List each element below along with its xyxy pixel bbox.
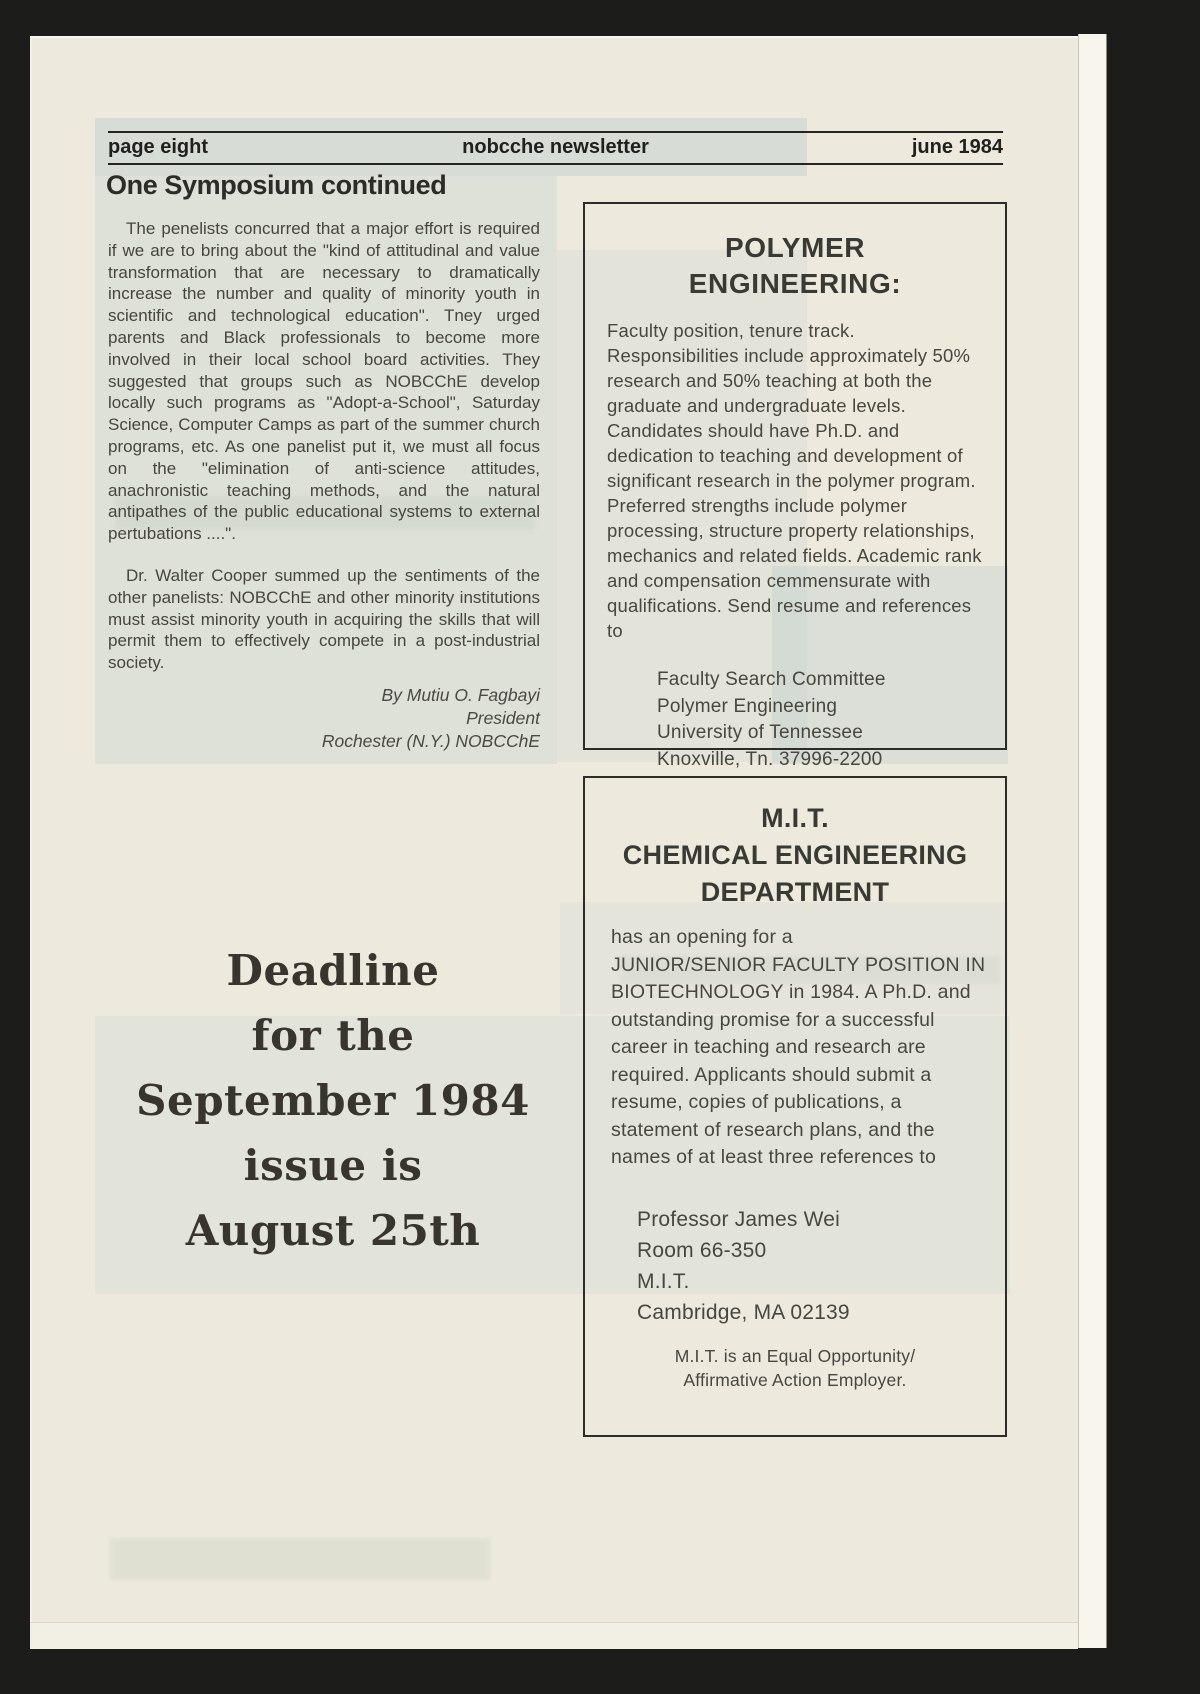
article-title: One Symposium continued [106, 170, 447, 200]
ad-address-line: Knoxville, Tn. 37996-2200 [657, 748, 883, 770]
ad-title-line: DEPARTMENT [700, 877, 890, 907]
deadline-line: issue is [243, 1141, 423, 1190]
byline-chapter: Rochester (N.Y.) NOBCChE [321, 731, 540, 751]
ad-address-line: Room 66-350 [637, 1238, 767, 1262]
ad-address-line: Cambridge, MA 02139 [637, 1300, 850, 1324]
ad-body-text [611, 924, 989, 1172]
deadline-line: for the [251, 1011, 415, 1060]
ad-address-line: Faculty Search Committee [657, 669, 886, 690]
ad-title-line: CHEMICAL ENGINEERING [622, 840, 968, 870]
ad-address-line: M.I.T. [637, 1269, 690, 1293]
ad-body-main: JUNIOR/SENIOR FACULTY POSITION IN BIOTECHNOLOGY in 1984. A Ph.D. and outstanding promise for a successful career in teaching and research are required. Applicants should submit a resume, copies of publications, a statement of research plans, and the names of at least three references to [611, 953, 986, 1168]
newsletter-title: nobcche newsletter [462, 136, 649, 158]
page-number-label: page eight [108, 136, 209, 158]
ad-title-line: ENGINEERING: [688, 268, 902, 299]
header-top-rule [108, 131, 1003, 133]
ad-body-text: Faculty position, tenure track. Responsibilities include approximately 50% research and 50% teaching at both the graduate and undergraduate levels. Candidates should have Ph.D. and dedication to teaching and development of significant research in the polymer program. Preferred strengths include polymer processing, structure property relationships, mechanics and related fields. Academic rank and compensation cemmensurate with qualifications. Send resume and references to [607, 320, 982, 641]
ad-eeo-line: M.I.T. is an Equal Opportunity/ [674, 1345, 916, 1366]
paper-bottom-edge [30, 1622, 1078, 1649]
ad-eeo-statement [585, 1344, 1005, 1392]
polymer-engineering-ad [583, 202, 1007, 770]
ad-address-line: University of Tennessee [657, 722, 863, 743]
ad-address-block [657, 667, 1005, 773]
ad-title [585, 230, 1005, 302]
mit-chemical-engineering-ad [583, 776, 1007, 1437]
ad-address-block [637, 1204, 1005, 1328]
ad-title [585, 800, 1005, 911]
article-paragraph: Dr. Walter Cooper summed up the sentiments of the other panelists: NOBCChE and other minority institutions must assist minority youth in acquiring the skills that will permit them to effectively compete in a post-industrial society. [108, 565, 540, 673]
ad-title-line: POLYMER [724, 232, 866, 263]
ad-body-intro: has an opening for a [611, 926, 793, 948]
article-byline [108, 684, 540, 753]
article-paragraph: The penelists concurred that a major effort is required if we are to bring about the "kind of attitudinal and value transformation that are necessary to dramatically increase the number and quality of minority youth in scientific and technological education". Tney urged parents and Black professionals to become more involved in their local school board activities. They suggested that groups such as NOBCChE develop locally such programs as "Adopt-a-School", Saturday Science, Computer Camps as part of the summer church programs, etc. As one panelist put it, we must all focus on the "elimination of anti-science attitudes, anachronistic teaching methods, and the natural antipathes of the public educational systems to external pertubations ....". [108, 219, 540, 544]
issue-date: june 1984 [911, 136, 1003, 158]
ad-address-line: Polymer Engineering [657, 695, 838, 717]
byline-role: President [466, 708, 540, 728]
byline-author: By Mutiu O. Fagbayi [381, 685, 540, 705]
deadline-line: August 25th [185, 1206, 481, 1255]
ad-eeo-line: Affirmative Action Employer. [683, 1369, 907, 1390]
deadline-line: September 1984 [136, 1076, 530, 1125]
deadline-line: Deadline [226, 946, 440, 995]
header-bottom-rule [108, 163, 1003, 165]
underlying-page-edge [1078, 34, 1107, 1648]
ad-title-line: M.I.T. [761, 803, 829, 833]
ad-address-line: Professor James Wei [637, 1207, 840, 1231]
deadline-notice [118, 938, 548, 1263]
article-body [108, 218, 540, 694]
